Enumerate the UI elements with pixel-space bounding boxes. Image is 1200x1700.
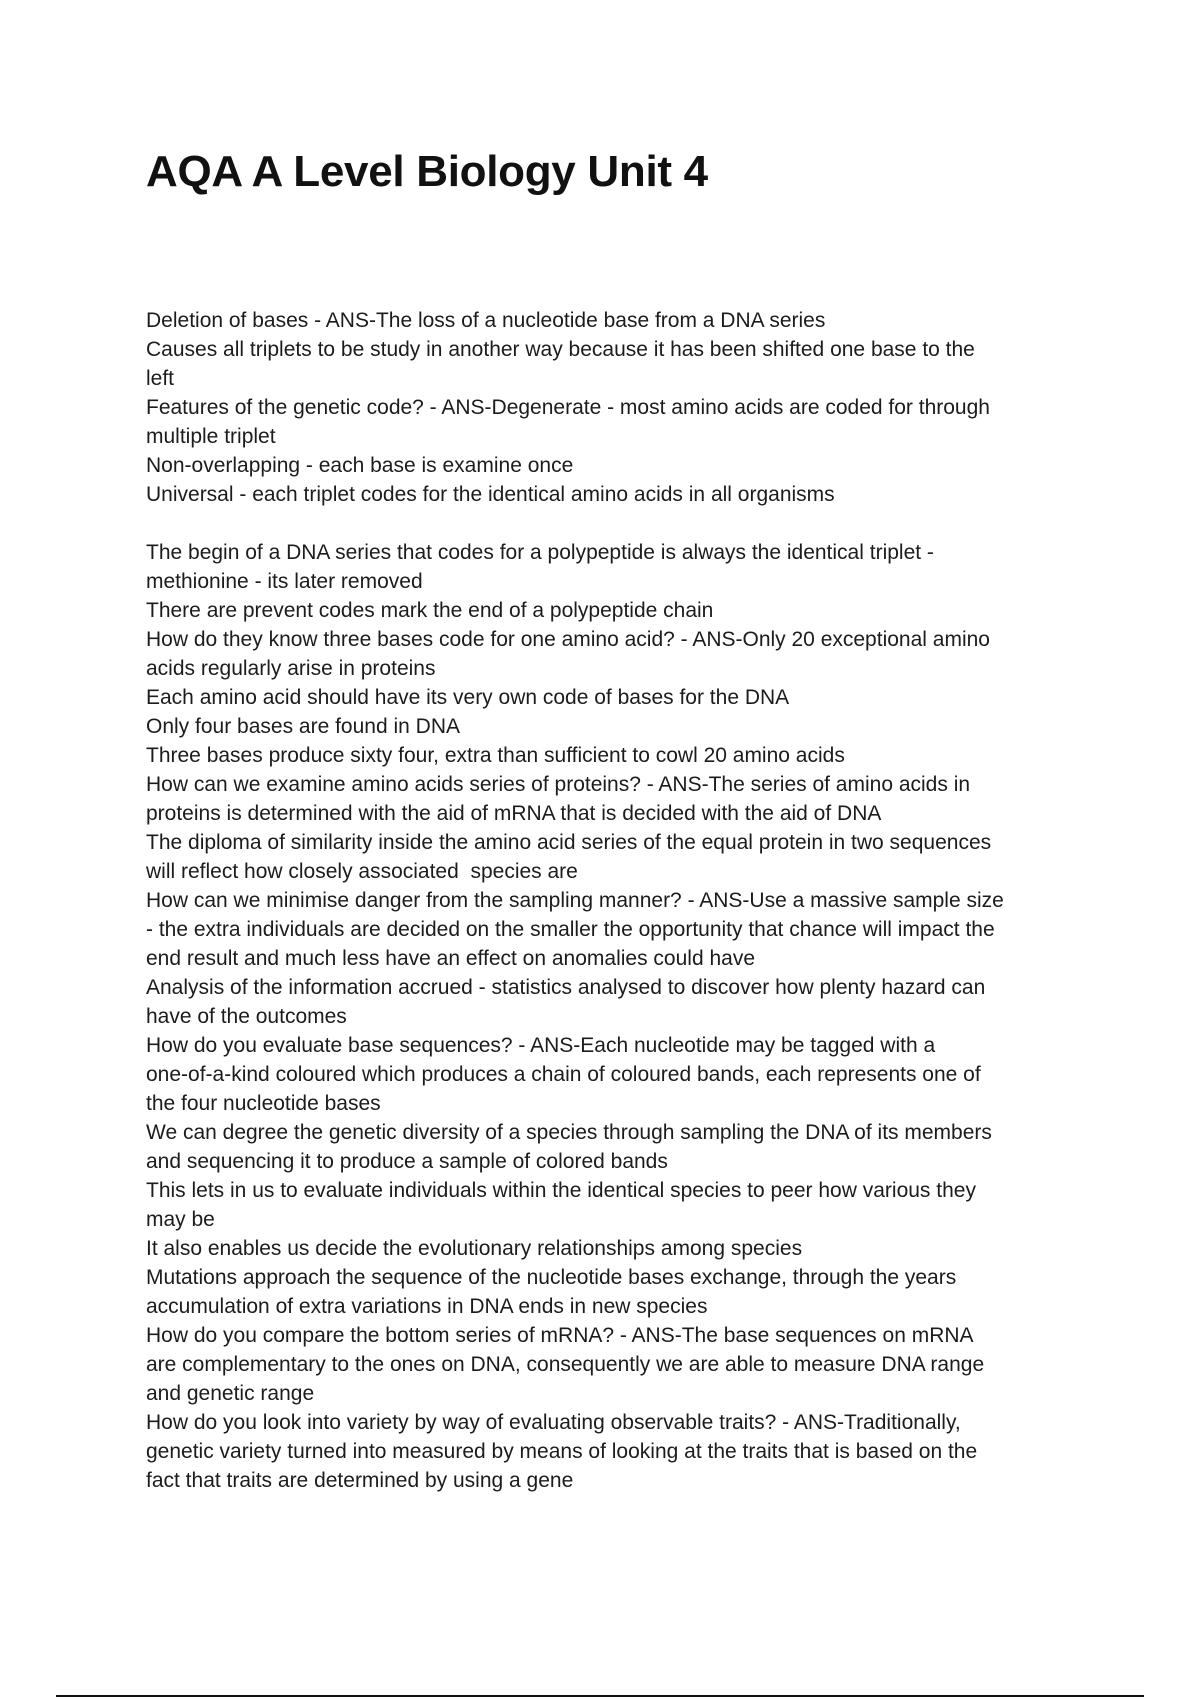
text-line: multiple triplet [146,425,276,448]
text-line: How do they know three bases code for one amino acid? - ANS-Only 20 exceptional amino [146,628,990,651]
text-line: Mutations approach the sequence of the nucleotide bases exchange, through the years [146,1266,957,1289]
text-line: and sequencing it to produce a sample of colored bands [146,1150,668,1173]
text-line: How do you look into variety by way of evaluating observable traits? - ANS-Traditionally, [146,1411,961,1434]
text-line: Non-overlapping - each base is examine once [146,454,574,477]
paragraph-2 [146,538,1066,1495]
text-line: Deletion of bases - ANS-The loss of a nucleotide base from a DNA series [146,309,826,332]
paragraph-spacer [146,509,1066,538]
document-title: AQA A Level Biology Unit 4 [146,147,708,196]
text-line: proteins is determined with the aid of mRNA that is decided with the aid of DNA [146,802,882,825]
text-line: This lets in us to evaluate individuals within the identical species to peer how various they [146,1179,976,1202]
text-line: methionine - its later removed [146,570,423,593]
document-body [146,306,1066,1495]
text-line: There are prevent codes mark the end of a polypeptide chain [146,599,714,622]
paragraph-1 [146,306,1066,509]
text-line: How do you compare the bottom series of mRNA? - ANS-The base sequences on mRNA [146,1324,974,1347]
text-line: have of the outcomes [146,1005,347,1028]
text-line: It also enables us decide the evolutionary relationships among species [146,1237,803,1260]
text-line: one-of-a-kind coloured which produces a chain of coloured bands, each represents one of [146,1063,981,1086]
text-line: end result and much less have an effect on anomalies could have [146,947,755,970]
text-line: Analysis of the information accrued - statistics analysed to discover how plenty hazard can [146,976,986,999]
text-line: and genetic range [146,1382,315,1405]
text-line: Causes all triplets to be study in another way because it has been shifted one base to the [146,338,975,361]
footer-divider [56,1695,1144,1697]
text-line: acids regularly arise in proteins [146,657,436,680]
text-line: How do you evaluate base sequences? - ANS-Each nucleotide may be tagged with a [146,1034,936,1057]
text-line: may be [146,1208,215,1231]
text-line: How can we minimise danger from the sampling manner? - ANS-Use a massive sample size [146,889,1004,912]
text-line: are complementary to the ones on DNA, consequently we are able to measure DNA range [146,1353,985,1376]
text-line: fact that traits are determined by using a gene [146,1469,574,1492]
text-line: Each amino acid should have its very own code of bases for the DNA [146,686,790,709]
text-line: The diploma of similarity inside the amino acid series of the equal protein in two sequences [146,831,992,854]
text-line: Three bases produce sixty four, extra than sufficient to cowl 20 amino acids [146,744,845,767]
text-line: accumulation of extra variations in DNA ends in new species [146,1295,708,1318]
text-line: left [146,367,175,390]
text-line: The begin of a DNA series that codes for a polypeptide is always the identical triplet - [146,541,934,564]
text-line: Features of the genetic code? - ANS-Degenerate - most amino acids are coded for through [146,396,990,419]
text-line: Only four bases are found in DNA [146,715,460,738]
text-line: will reflect how closely associated species are [146,860,578,883]
text-line: genetic variety turned into measured by means of looking at the traits that is based on the [146,1440,978,1463]
text-line: the four nucleotide bases [146,1092,381,1115]
text-line: Universal - each triplet codes for the identical amino acids in all organisms [146,483,835,506]
text-line: We can degree the genetic diversity of a species through sampling the DNA of its members [146,1121,992,1144]
text-line: - the extra individuals are decided on the smaller the opportunity that chance will impact the [146,918,995,941]
text-line: How can we examine amino acids series of proteins? - ANS-The series of amino acids in [146,773,971,796]
